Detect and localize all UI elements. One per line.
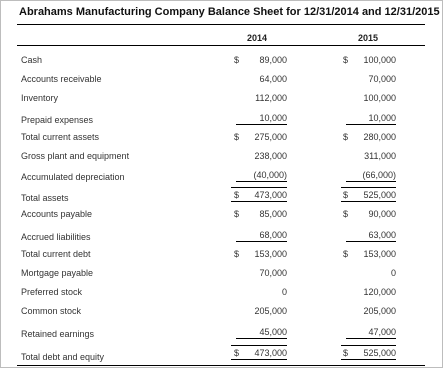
- bottom-rule: [17, 365, 425, 366]
- dollar-sign-2014: $: [234, 132, 240, 142]
- value-2015: 120,000: [363, 287, 396, 297]
- value-2014: 85,000: [259, 209, 287, 219]
- value-2015: 280,000: [363, 132, 396, 142]
- value-2014: 70,000: [259, 268, 287, 278]
- dollar-sign-2015: $: [343, 132, 349, 142]
- total-rule-2015: [341, 187, 396, 188]
- row-label: Common stock: [21, 306, 82, 316]
- dollar-sign-2014: $: [234, 209, 240, 219]
- row-label: Retained earnings: [21, 329, 95, 339]
- value-2015: 90,000: [368, 209, 396, 219]
- dollar-sign-2015: $: [343, 55, 349, 65]
- value-2015: 100,000: [363, 55, 396, 65]
- total-rule-2014: [231, 187, 287, 188]
- value-2015: 153,000: [363, 249, 396, 259]
- column-header-2015: 2015: [358, 33, 379, 43]
- row-label: Accounts receivable: [21, 74, 102, 84]
- value-2015: 10,000: [346, 113, 396, 125]
- value-2015: 525,000: [341, 190, 396, 202]
- row-label: Accrued liabilities: [21, 232, 91, 242]
- sheet-title: Abrahams Manufacturing Company Balance Sheet for 12/31/2014 and 12/31/2015: [19, 6, 440, 18]
- value-2014: 473,000: [231, 190, 287, 202]
- value-2015: 525,000: [341, 348, 396, 360]
- value-2014: 0: [281, 287, 287, 297]
- value-2014: 473,000: [231, 348, 287, 360]
- row-label: Cash: [21, 55, 43, 65]
- value-2014: 10,000: [236, 113, 287, 125]
- total-rule-2014: [231, 345, 287, 346]
- value-2014: 153,000: [254, 249, 287, 259]
- value-2014: 238,000: [254, 151, 287, 161]
- value-2015: 0: [390, 268, 396, 278]
- value-2015: 311,000: [364, 151, 396, 161]
- value-2015: 63,000: [346, 230, 396, 242]
- row-label: Total current assets: [21, 132, 100, 142]
- dollar-sign-2015: $: [343, 209, 349, 219]
- value-2015: (66,000): [346, 170, 396, 182]
- dollar-sign-2014: $: [234, 55, 240, 65]
- total-rule-2015: [341, 345, 396, 346]
- row-label: Prepaid expenses: [21, 115, 94, 125]
- value-2014: 205,000: [254, 306, 287, 316]
- value-2014: (40,000): [236, 170, 287, 182]
- value-2014: 64,000: [259, 74, 287, 84]
- value-2014: 89,000: [259, 55, 287, 65]
- dollar-sign-2014: $: [234, 348, 240, 358]
- row-label: Accumulated depreciation: [21, 172, 125, 182]
- header-rule: [17, 45, 425, 46]
- row-label: Inventory: [21, 93, 59, 103]
- row-label: Total current debt: [21, 249, 91, 259]
- value-2015: 70,000: [368, 74, 396, 84]
- dollar-sign-2015: $: [343, 190, 349, 200]
- row-label: Accounts payable: [21, 209, 93, 219]
- row-label: Total debt and equity: [21, 352, 105, 362]
- row-label: Mortgage payable: [21, 268, 94, 278]
- value-2014: 68,000: [236, 230, 287, 242]
- row-label: Total assets: [21, 193, 69, 203]
- dollar-sign-2015: $: [343, 348, 349, 358]
- dollar-sign-2015: $: [343, 249, 349, 259]
- dollar-sign-2014: $: [234, 190, 240, 200]
- value-2015: 47,000: [346, 327, 396, 339]
- value-2014: 275,000: [254, 132, 287, 142]
- value-2015: 205,000: [363, 306, 396, 316]
- row-label: Gross plant and equipment: [21, 151, 130, 161]
- column-header-2014: 2014: [247, 33, 268, 43]
- title-rule: [17, 24, 425, 25]
- dollar-sign-2014: $: [234, 249, 240, 259]
- value-2014: 45,000: [236, 327, 287, 339]
- value-2015: 100,000: [363, 93, 396, 103]
- row-label: Preferred stock: [21, 287, 83, 297]
- value-2014: 112,000: [255, 93, 287, 103]
